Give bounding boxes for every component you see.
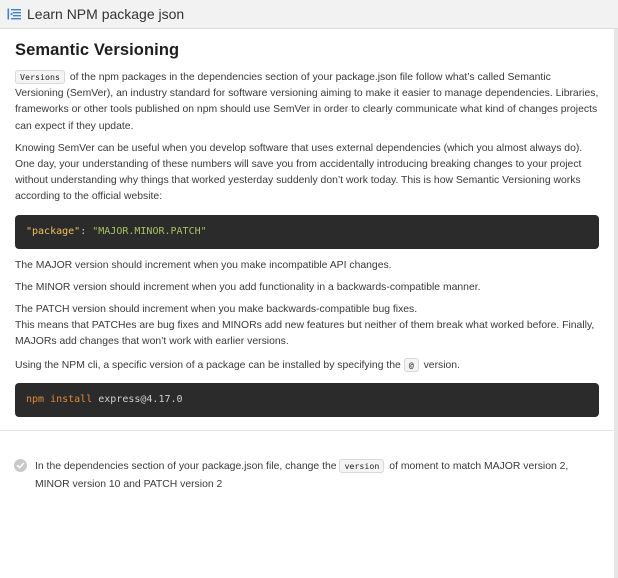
paragraph-knowing-semver: Knowing SemVer can be useful when you develop software that uses external dependencies (which you almost always do). One day, your understanding of these numbers will save you from accidentally introducing breaking changes to your project without understanding why things that worked yesterday suddenly don’t work today. This is how Semantic Versioning works according to the official website: xyxy=(15,142,583,203)
task-text xyxy=(35,457,594,494)
task-text-before: In the dependencies section of your package.json file, change the xyxy=(35,461,337,472)
paragraph-text: of the npm packages in the dependencies section of your package.json file follow what’s called Semantic Versioning (SemVer), an industry standard for software versioning aiming to make it easier to manage dependencies. Libraries, frameworks or other tools published on npm should use SemVer in order to clearly communicate what kind of changes projects can expect if they update. xyxy=(15,72,599,132)
paragraph-patch-explanation: This means that PATCHes are bug fixes and MINORs add new features but neither of them break what worked before. Finally, MAJORs add changes that won’t work with earlier versions. xyxy=(15,320,595,348)
code-key: "package" xyxy=(26,226,81,238)
paragraph-text: version. xyxy=(423,359,460,371)
inline-code-at: @ xyxy=(404,358,419,372)
code-value: "MAJOR.MINOR.PATCH" xyxy=(92,226,207,238)
paragraph-major: The MAJOR version should increment when you make incompatible API changes. xyxy=(15,259,392,271)
code-argument: express@4.17.0 xyxy=(98,394,183,406)
paragraph-versions xyxy=(15,69,599,135)
divider xyxy=(0,430,614,431)
paragraph-patch: The PATCH version should increment when you make backwards-compatible bug fixes. xyxy=(15,304,418,316)
task-text-after: of moment to match MAJOR version 2, MINOR version 10 and PATCH version 2 xyxy=(35,461,569,490)
code-punctuation: : xyxy=(80,226,93,238)
list-menu-icon[interactable] xyxy=(1,0,27,29)
inline-code-version: version xyxy=(339,459,384,473)
window-title: Learn NPM package json xyxy=(27,6,185,22)
article-content xyxy=(0,29,614,431)
inline-code-versions: Versions xyxy=(15,70,65,84)
scrollbar-track[interactable] xyxy=(614,29,618,578)
checkmark-icon xyxy=(14,459,27,472)
page-title: Semantic Versioning xyxy=(15,41,180,59)
code-command: npm install xyxy=(26,394,99,406)
code-block-npm-install xyxy=(15,383,599,417)
paragraph-minor: The MINOR version should increment when you add functionality in a backwards-compatible manner. xyxy=(15,281,481,293)
paragraph-text: Using the NPM cli, a specific version of a package can be installed by specifying the xyxy=(15,359,401,371)
paragraph-npm-cli xyxy=(15,357,599,374)
task-item xyxy=(14,457,594,494)
code-block-package xyxy=(15,215,599,249)
title-bar xyxy=(0,0,618,29)
